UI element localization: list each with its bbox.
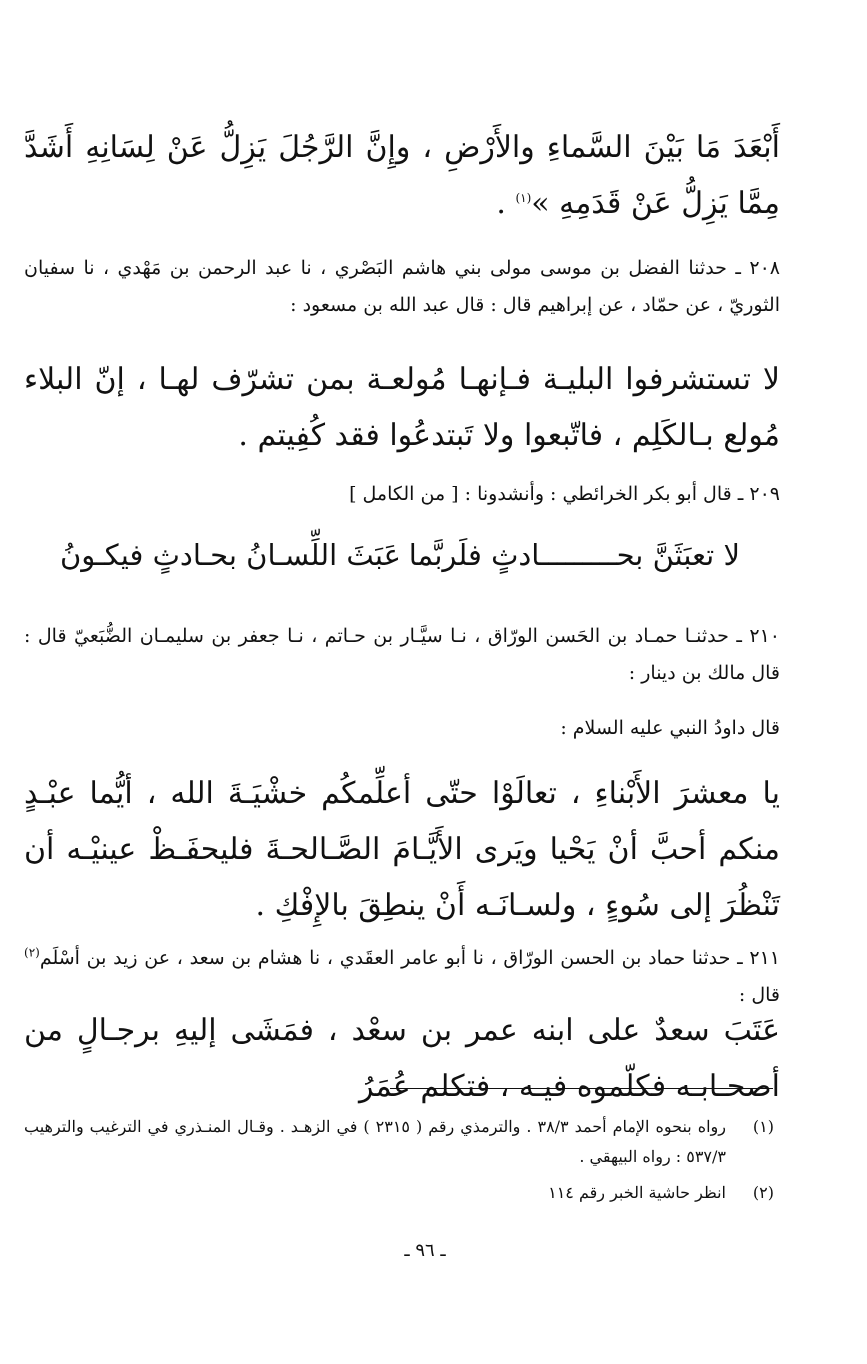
footnote-text: انظر حاشية الخبر رقم ١١٤ [548,1183,726,1202]
hadith-208-isnad: ٢٠٨ ـ حدثنا الفضل بن موسى مولى بني هاشم البَصْري ، نا عبد الرحمن بن مَهْدي ، نا سفيان الثوريّ ، عن حمّاد ، عن إبراهيم قال : قال عبد الله بن مسعود : [24,257,780,316]
poem-hemistich-2: عَبَثَ اللِّسـانُ بحـادثٍ فيكـونُ [60,538,401,572]
footnote-number: (١) [752,1117,774,1136]
paragraph-continuation [24,120,780,232]
footnote-ref-2: (٢) [24,945,40,960]
hadith-211-matn: عَتَبَ سعدٌ على ابنه عمر بن سعْد ، فمَشَى إليهِ برجـالٍ من أصحـابـه فكلّموه فيـه ، فتكلم عُمَرُ [24,1013,780,1104]
paragraph-text: أَبْعَدَ مَا بَيْنَ السَّماءِ والأَرْضِ ، وإِنَّ الرَّجُلَ يَزِلُّ عَنْ لِسَانِهِ أَشَدَّ مِمَّا يَزِلُّ عَنْ قَدَمِهِ » [24,130,780,221]
footnote-number: (٢) [752,1183,774,1202]
footnote-ref-1: (١) [515,191,532,205]
poem-hemistich-1: لا تعبَثَنَّ بحـــــــــادثٍ فلَربَّما [408,538,740,572]
hadith-208-matn: لا تستشرفوا البليـة فـإنهـا مُولعـة بمن تشرّف لهـا ، إنّ البلاء مُولع بـالكَلِم ، فاتّبعوا ولا تَبتدعُوا فقد كُفِيتم . [24,362,780,453]
hadith-210-isnad: ٢١٠ ـ حدثنـا حمـاد بن الحَسن الورّاق ، نـا سيَّـار بن حـاتم ، نـا جعفر بن سليمـان الضُّبَعيّ قال : قال مالك بن دينار : [24,625,780,684]
footnote-divider [390,1088,773,1089]
paragraph-tail: . [496,186,516,221]
footnote-2 [24,1178,774,1208]
footnote-1 [24,1112,774,1172]
page-number: ـ ٩٦ ـ [404,1240,446,1261]
paragraph-text: ٢١١ ـ حدثنا حماد بن الحسن الورّاق ، نا أبو عامر العقَدي ، نا هشام بن سعد ، عن زيد بن أسْلَم [39,947,780,969]
paragraph-tail: قال : [738,984,780,1006]
hadith-210-intro: قال داودُ النبي عليه السلام : [560,717,780,739]
item-209-header: ٢٠٩ ـ قال أبو بكر الخرائطي : وأنشدونا : [ من الكامل ] [349,483,780,505]
poem-verse [60,530,740,580]
hadith-210-matn: يا معشرَ الأَبْناءِ ، تعالَوْا حتّى أعلِّمكُم خشْيَـةَ الله ، أيُّما عبْـدٍ منكم أحبَّ أنْ يَحْيا ويَرى الأَيَّـامَ الصَّـالحـةَ فليحفَـظْ عينيْـه أن تَنْظُرَ إلى سُوءٍ ، ولسـانَـه أَنْ ينطِقَ بالإِفْكِ . [24,776,780,923]
footnote-text: رواه بنحوه الإمام أحمد ٣٨/٣ . والترمذي رقم ( ٢٣١٥ ) في الزهـد . وقـال المنـذري في الترغيب والترهيب ٥٣٧/٣ : رواه البيهقي . [24,1117,726,1166]
